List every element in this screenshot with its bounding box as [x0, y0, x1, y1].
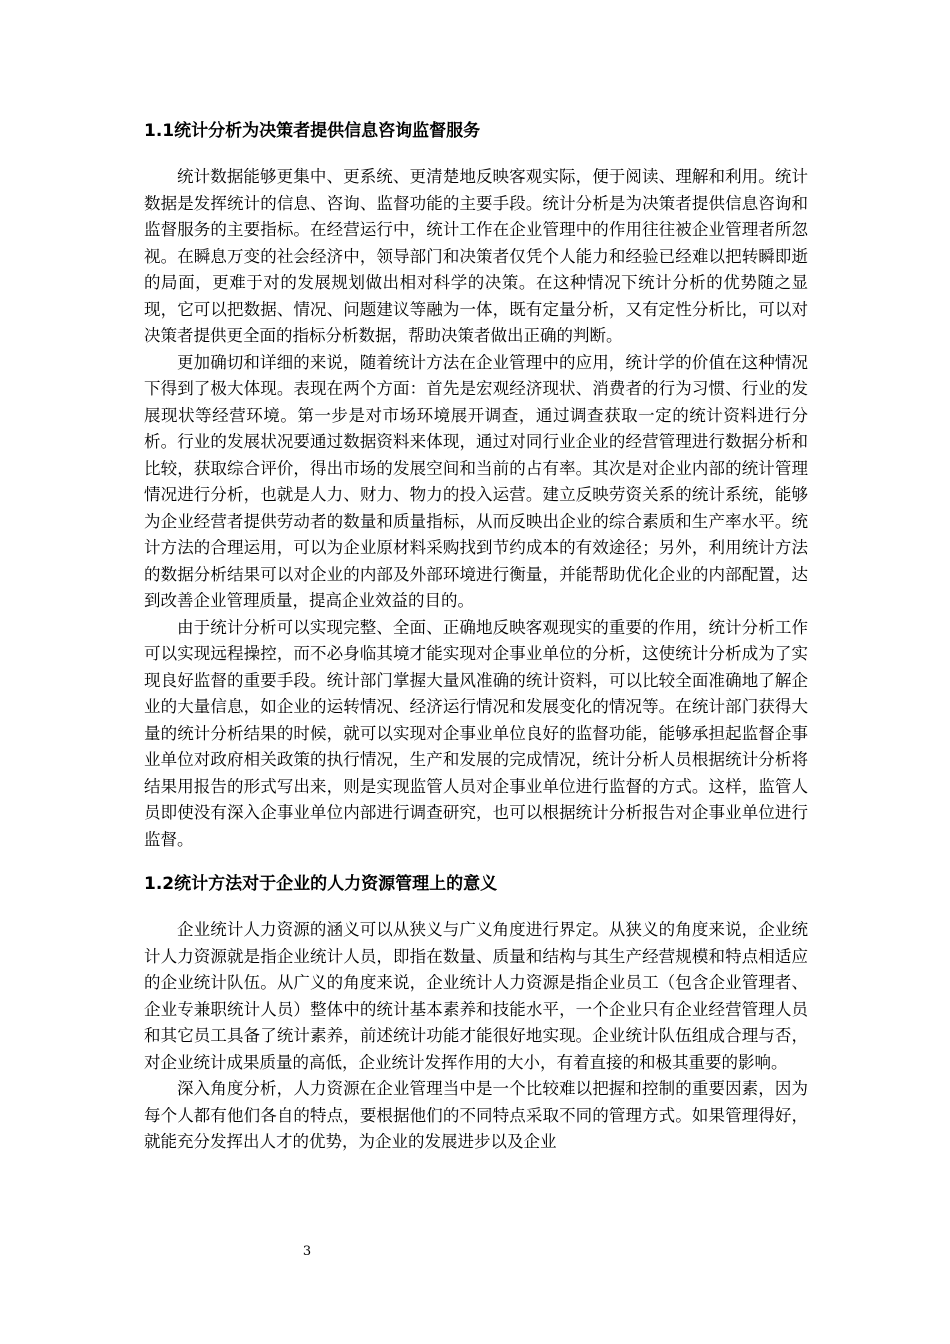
paragraph: 企业统计人力资源的涵义可以从狭义与广义角度进行界定。从狭义的角度来说，企业统计人力资源就是指企业统计人员，即指在数量、质量和结构与其生产经营规模和特点相适应的企业统计队伍。从广义的角度来说，企业统计人力资源是指企业员工（包含企业管理者、企业专兼职统计人员）整体中的统计基本素养和技能水平，一个企业只有企业经营管理人员和其它员工具备了统计素养，前述统计功能才能很好地实现。企业统计队伍组成合理与否，对企业统计成果质量的高低，企业统计发挥作用的大小，有着直接的和极其重要的影响。 — [144, 920, 808, 1072]
section-heading-1-2: 1.2统计方法对于企业的人力资源管理上的意义 — [144, 874, 498, 894]
paragraph: 深入角度分析，人力资源在企业管理当中是一个比较难以把握和控制的重要因素，因为每个人都有他们各自的特点，要根据他们的不同特点采取不同的管理方式。如果管理得好，就能充分发挥出人才的优势，为企业的发展进步以及企业 — [144, 1079, 808, 1151]
paragraph: 更加确切和详细的来说，随着统计方法在企业管理中的应用，统计学的价值在这种情况下得到了极大体现。表现在两个方面：首先是宏观经济现状、消费者的行为习惯、行业的发展现状等经营环境。第一步是对市场环境展开调查，通过调查获取一定的统计资料进行分析。行业的发展状况要通过数据资料来体现，通过对同行业企业的经营管理进行数据分析和比较，获取综合评价，得出市场的发展空间和当前的占有率。其次是对企业内部的统计管理情况进行分析，也就是人力、财力、物力的投入运营。建立反映劳资关系的统计系统，能够为企业经营者提供劳动者的数量和质量指标，从而反映出企业的综合素质和生产率水平。统计方法的合理运用，可以为企业原材料采购找到节约成本的有效途径；另外，利用统计方法的数据分析结果可以对企业的内部及外部环境进行衡量，并能帮助优化企业的内部配置，达到改善企业管理质量，提高企业效益的目的。 — [144, 352, 808, 610]
page-number: 3 — [302, 1244, 312, 1259]
page-content — [144, 118, 808, 1156]
paragraph: 由于统计分析可以实现完整、全面、正确地反映客观现实的重要的作用，统计分析工作可以实现远程操控，而不必身临其境才能实现对企事业单位的分析，这使统计分析成为了实现良好监督的重要手段。统计部门掌握大量风准确的统计资料，可以比较全面准确地了解企业的大量信息，如企业的运转情况、经济运行情况和发展变化的情况等。在统计部门获得大量的统计分析结果的时候，就可以实现对企事业单位良好的监督功能，能够承担起监督企事业单位对政府相关政策的执行情况，生产和发展的完成情况，统计分析人员根据统计分析将结果用报告的形式写出来，则是实现监管人员对企事业单位进行监督的方式。这样，监管人员即使没有深入企事业单位内部进行调查研究，也可以根据统计分析报告对企事业单位进行监督。 — [144, 617, 808, 849]
paragraph: 统计数据能够更集中、更系统、更清楚地反映客观实际，便于阅读、理解和利用。统计数据是发挥统计的信息、咨询、监督功能的主要手段。统计分析是为决策者提供信息咨询和监督服务的主要指标。在经营运行中，统计工作在企业管理中的作用往往被企业管理者所忽视。在瞬息万变的社会经济中，领导部门和决策者仅凭个人能力和经验已经难以把转瞬即逝的局面，更难于对的发展规划做出相对科学的决策。在这种情况下统计分析的优势随之显现，它可以把数据、情况、问题建议等融为一体，既有定量分析，又有定性分析比，可以对决策者提供更全面的指标分析数据，帮助决策者做出正确的判断。 — [144, 167, 808, 345]
section-heading-1-1: 1.1统计分析为决策者提供信息咨询监督服务 — [144, 121, 481, 141]
